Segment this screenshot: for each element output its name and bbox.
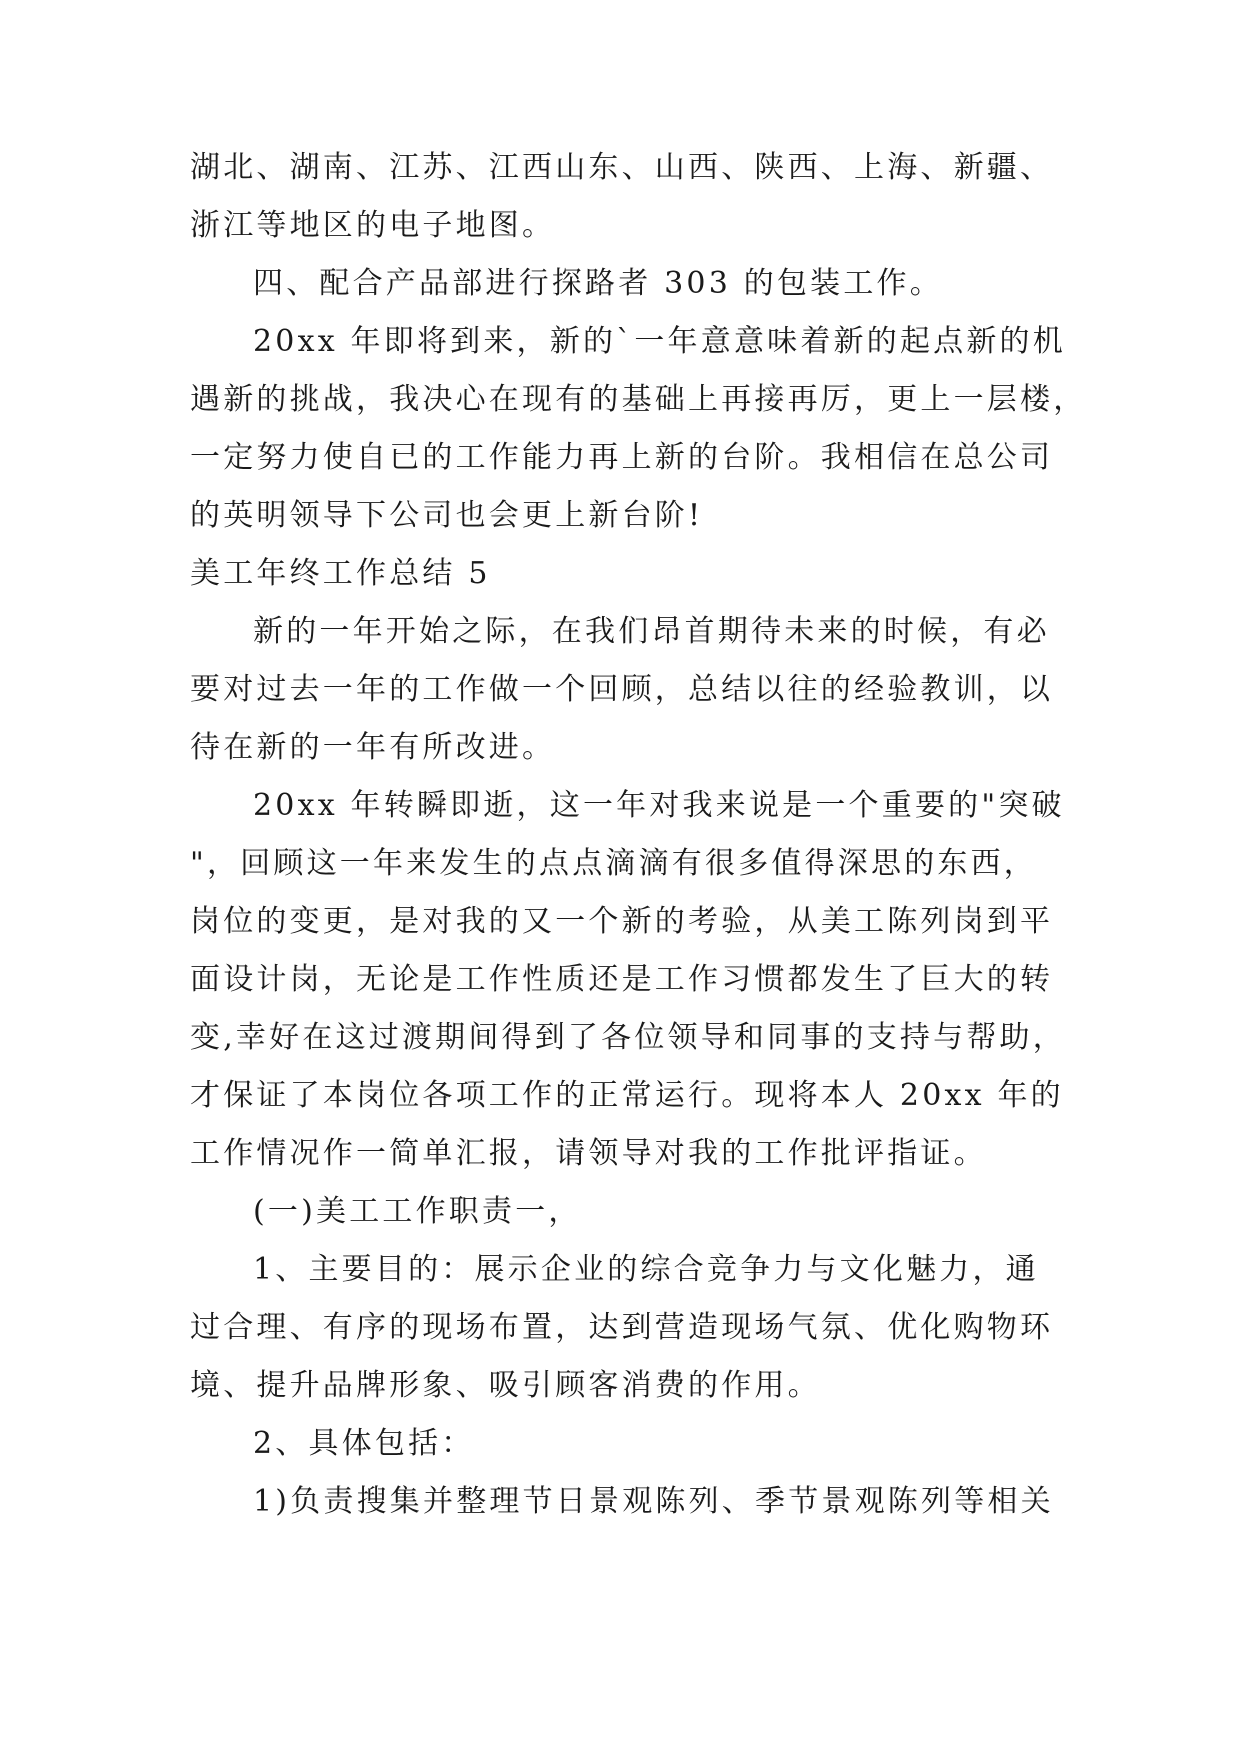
text-line: 新的一年开始之际，在我们昂首期待未来的时候，有必 (253, 614, 1050, 649)
text-line: 工作情况作一简单汇报，请领导对我的工作批评指证。 (190, 1136, 987, 1171)
section-heading: 美工年终工作总结 5 (190, 556, 491, 591)
text-line: 变,幸好在这过渡期间得到了各位领导和同事的支持与帮助， (190, 1020, 1066, 1055)
text-line: 面设计岗，无论是工作性质还是工作习惯都发生了巨大的转 (190, 962, 1054, 997)
text-line: 湖北、湖南、江苏、江西山东、山西、陕西、上海、新疆、 (190, 150, 1054, 185)
text-line: 四、配合产品部进行探路者 303 的包装工作。 (253, 266, 943, 301)
text-line: 待在新的一年有所改进。 (190, 730, 556, 765)
text-line: 才保证了本岗位各项工作的正常运行。现将本人 20xx 年的 (190, 1078, 1064, 1113)
text-line: 1、主要目的：展示企业的综合竞争力与文化魅力，通 (253, 1252, 1039, 1287)
text-line: 20xx 年转瞬即逝，这一年对我来说是一个重要的"突破 (253, 788, 1065, 823)
text-line: 过合理、有序的现场布置，达到营造现场气氛、优化购物环 (190, 1310, 1054, 1345)
text-line: 浙江等地区的电子地图。 (190, 208, 556, 243)
text-line: 岗位的变更，是对我的又一个新的考验，从美工陈列岗到平 (190, 904, 1054, 939)
text-line: 一定努力使自已的工作能力再上新的台阶。我相信在总公司 (190, 440, 1054, 475)
text-line: "，回顾这一年来发生的点点滴滴有很多值得深思的东西， (190, 846, 1037, 881)
text-line: 遇新的挑战，我决心在现有的基础上再接再厉，更上一层楼， (190, 382, 1087, 417)
text-line: 要对过去一年的工作做一个回顾，总结以往的经验教训，以 (190, 672, 1054, 707)
text-line: 20xx 年即将到来，新的`一年意意味着新的起点新的机 (253, 324, 1066, 359)
text-line: (一)美工工作职责一， (253, 1194, 582, 1229)
text-line: 的英明领导下公司也会更上新台阶! (190, 498, 704, 533)
text-line: 境、提升品牌形象、吸引顾客消费的作用。 (190, 1368, 821, 1403)
text-line: 1)负责搜集并整理节日景观陈列、季节景观陈列等相关 (253, 1484, 1054, 1519)
text-line: 2、具体包括： (253, 1426, 475, 1461)
